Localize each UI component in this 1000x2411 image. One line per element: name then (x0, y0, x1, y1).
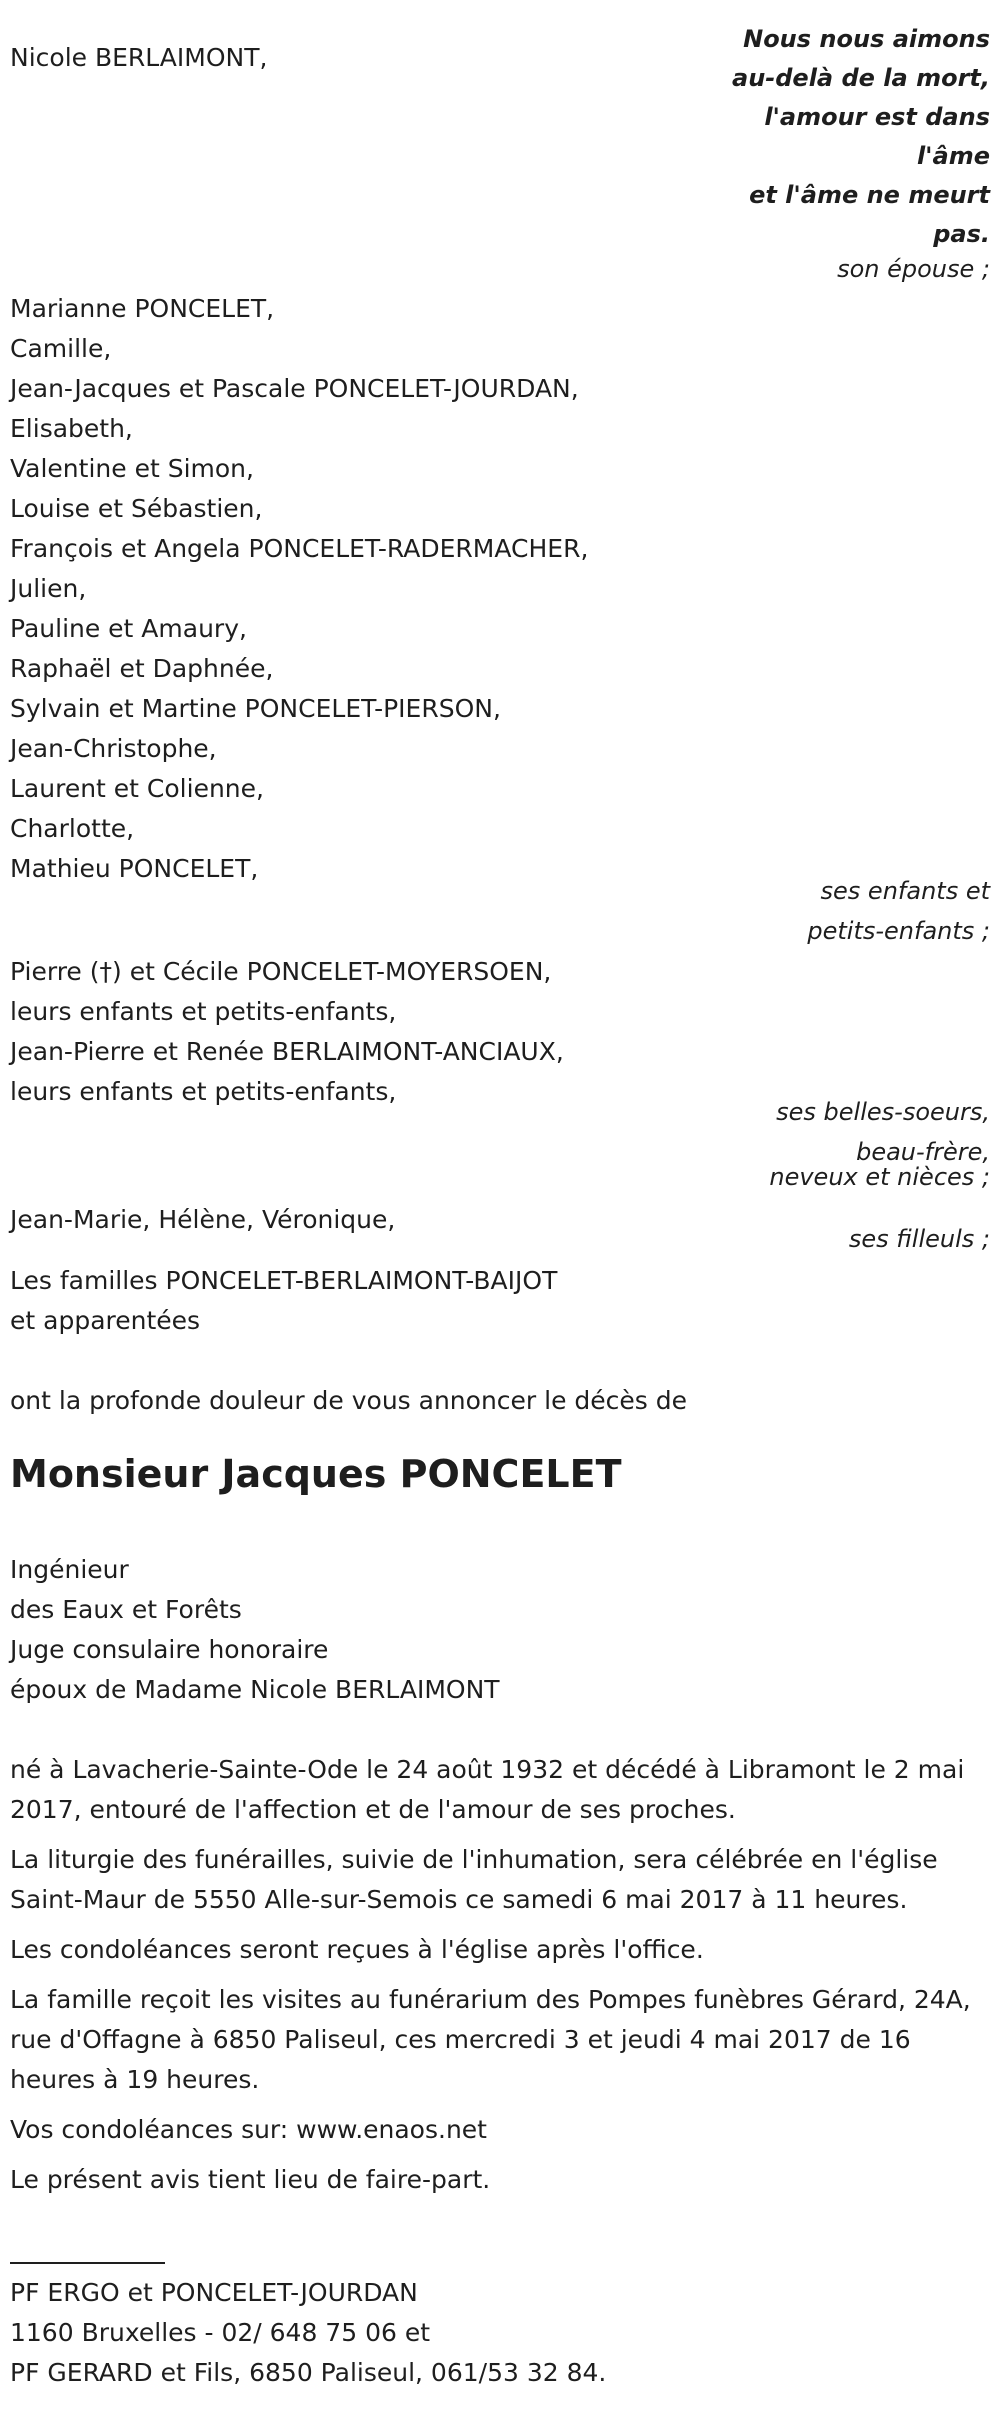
list-item: Jean-Pierre et Renée BERLAIMONT-ANCIAUX, (10, 1037, 564, 1066)
title-line: Juge consulaire honoraire (10, 1635, 329, 1664)
godchildren-relation: ses filleuls ; (848, 1225, 990, 1253)
list-item: Raphaël et Daphnée, (10, 654, 274, 683)
announcement-text: ont la profonde douleur de vous annoncer le décès de (10, 1386, 688, 1415)
deceased-titles (10, 1550, 500, 1710)
list-item: Mathieu PONCELET, (10, 854, 259, 883)
children-list (10, 289, 588, 889)
online-condolences-paragraph: Vos condoléances sur: www.enaos.net (10, 2115, 487, 2144)
condolences-church-paragraph: Les condoléances seront reçues à l'église après l'office. (10, 1935, 704, 1964)
list-item: Pauline et Amaury, (10, 614, 247, 643)
in-laws-relation-line1: ses belles-soeurs, (776, 1098, 990, 1126)
families-line: et apparentées (10, 1306, 201, 1335)
in-laws-relation-line2: beau-frère, (856, 1138, 990, 1166)
godchildren-names: Jean-Marie, Hélène, Véronique, (10, 1205, 396, 1234)
list-item: leurs enfants et petits-enfants, (10, 997, 397, 1026)
list-item: Valentine et Simon, (10, 454, 254, 483)
list-item: leurs enfants et petits-enfants, (10, 1077, 397, 1106)
in-laws-relation-line3: neveux et nièces ; (769, 1163, 990, 1191)
quote-line: et l'âme ne meurt (749, 181, 990, 209)
footer-line: PF GERARD et Fils, 6850 Paliseul, 061/53 32 84. (10, 2358, 607, 2387)
quote-line: Nous nous aimons (743, 25, 990, 53)
footer-line: PF ERGO et PONCELET-JOURDAN (10, 2278, 418, 2307)
visits-paragraph: La famille reçoit les visites au funérarium des Pompes funèbres Gérard, 24A, rue d'Offagne à 6850 Paliseul, ces mercredi 3 et jeudi 4 mai 2017 de 16 heures à 19 heures. (10, 1985, 971, 2094)
list-item: Sylvain et Martine PONCELET-PIERSON, (10, 694, 501, 723)
title-line: des Eaux et Forêts (10, 1595, 242, 1624)
separator-line (10, 2262, 165, 2264)
families-line: Les familles PONCELET-BERLAIMONT-BAIJOT (10, 1266, 558, 1295)
funeral-paragraph: La liturgie des funérailles, suivie de l'inhumation, sera célébrée en l'église Saint-Maur de 5550 Alle-sur-Semois ce samedi 6 mai 2017 à 11 heures. (10, 1845, 938, 1914)
children-relation-line2: petits-enfants ; (807, 917, 990, 945)
birth-death-paragraph: né à Lavacherie-Sainte-Ode le 24 août 1932 et décédé à Libramont le 2 mai 2017, entouré de l'affection et de l'amour de ses proches. (10, 1755, 965, 1824)
list-item: Elisabeth, (10, 414, 133, 443)
quote-line: au-delà de la mort, (732, 64, 990, 92)
list-item: Julien, (10, 574, 87, 603)
list-item: Laurent et Colienne, (10, 774, 264, 803)
deceased-name: Monsieur Jacques PONCELET (10, 1452, 622, 1496)
list-item: Jean-Christophe, (10, 734, 217, 763)
list-item: Marianne PONCELET, (10, 294, 275, 323)
title-line: Ingénieur (10, 1555, 129, 1584)
in-laws-list (10, 952, 564, 1112)
spouse-name: Nicole BERLAIMONT, (10, 43, 268, 72)
list-item: Louise et Sébastien, (10, 494, 263, 523)
funeral-home-footer (10, 2273, 606, 2393)
list-item: Pierre (†) et Cécile PONCELET-MOYERSOEN, (10, 957, 552, 986)
families-block (10, 1261, 557, 1341)
list-item: Jean-Jacques et Pascale PONCELET-JOURDAN, (10, 374, 579, 403)
list-item: Camille, (10, 334, 112, 363)
children-relation-line1: ses enfants et (820, 877, 990, 905)
list-item: François et Angela PONCELET-RADERMACHER, (10, 534, 589, 563)
quote-line: l'âme (916, 142, 990, 170)
list-item: Charlotte, (10, 814, 135, 843)
quote-line: l'amour est dans (764, 103, 990, 131)
notice-paragraph: Le présent avis tient lieu de faire-part. (10, 2165, 491, 2194)
spouse-relation: son épouse ; (837, 255, 990, 283)
quote-line: pas. (933, 220, 990, 248)
epitaph-quote (732, 20, 990, 254)
footer-line: 1160 Bruxelles - 02/ 648 75 06 et (10, 2318, 431, 2347)
title-line: époux de Madame Nicole BERLAIMONT (10, 1675, 500, 1704)
